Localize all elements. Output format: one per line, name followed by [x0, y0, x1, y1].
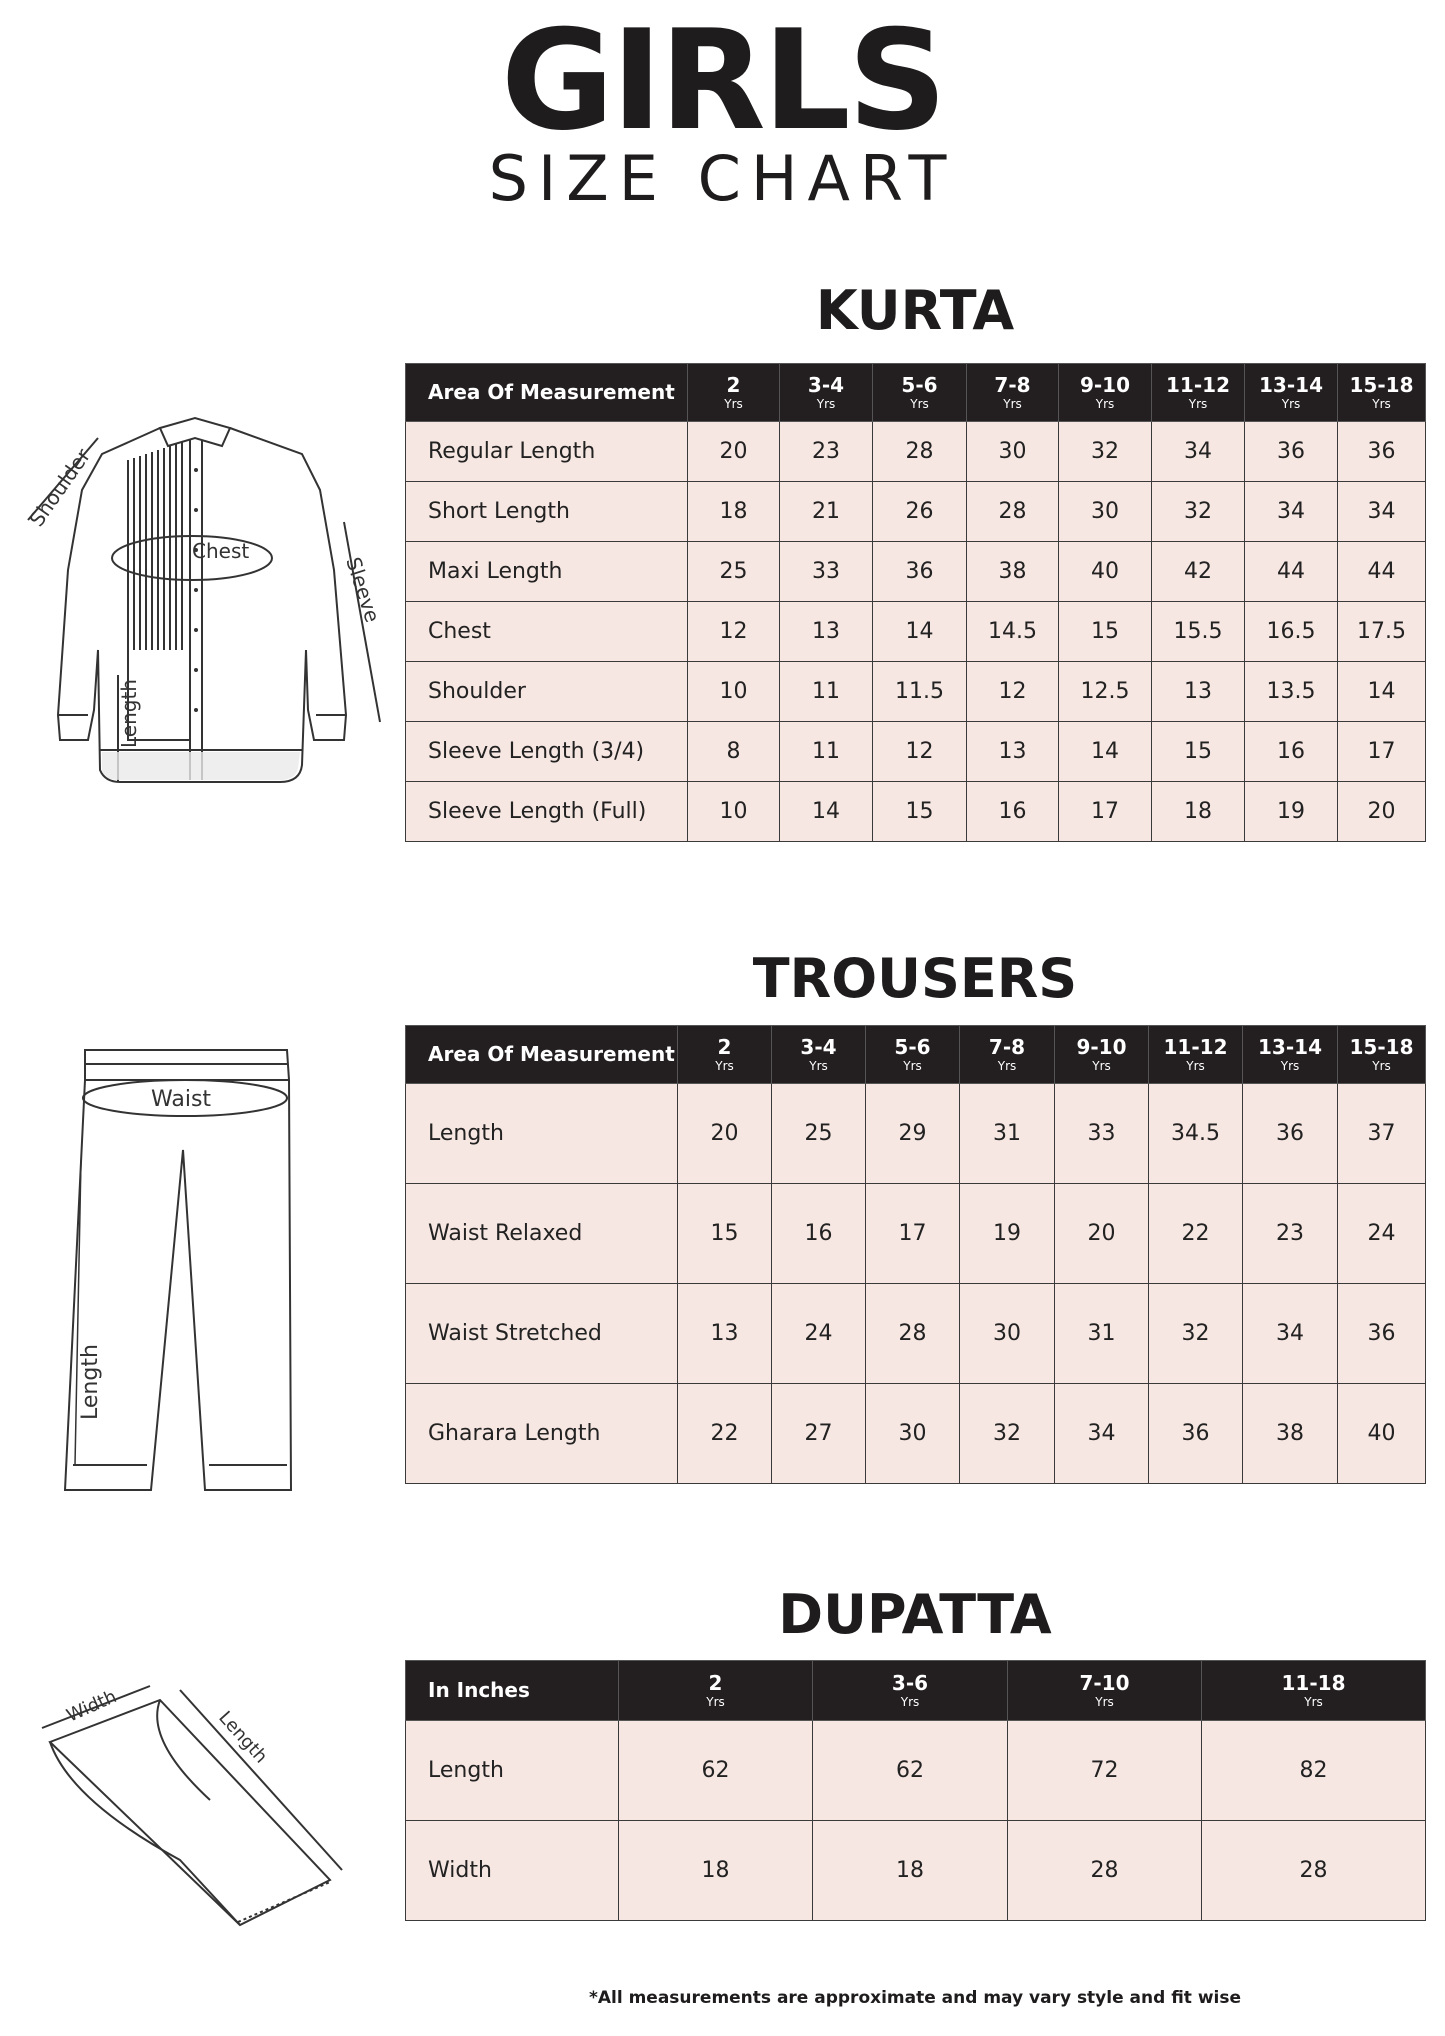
dupatta-title: DUPATTA: [778, 1583, 1052, 1646]
table-cell: 62: [813, 1721, 1008, 1821]
kurta-size-col: 3-4 Yrs: [780, 364, 873, 422]
table-cell: 30: [1059, 482, 1152, 542]
kurta-size-col: 13-14 Yrs: [1245, 364, 1338, 422]
table-cell: 30: [960, 1284, 1055, 1384]
table-row: [406, 1384, 1426, 1484]
dupatta-size-col: 2 Yrs: [619, 1661, 813, 1721]
trousers-size-col: 9-10 Yrs: [1055, 1026, 1149, 1084]
table-cell: 28: [1202, 1821, 1426, 1921]
table-cell: 32: [1152, 482, 1245, 542]
trousers-size-col: 7-8 Yrs: [960, 1026, 1055, 1084]
kurta-size-col: 11-12 Yrs: [1152, 364, 1245, 422]
table-cell: 18: [688, 482, 780, 542]
trousers-size-col: 11-12 Yrs: [1149, 1026, 1243, 1084]
trousers-table: [405, 1025, 1426, 1484]
table-cell: 18: [813, 1821, 1008, 1921]
table-row: [406, 722, 1426, 782]
table-row: [406, 482, 1426, 542]
table-cell: 13: [1152, 662, 1245, 722]
trousers-length-label: Length: [78, 1344, 103, 1420]
dupatta-size-col: 11-18 Yrs: [1202, 1661, 1426, 1721]
kurta-size-col: 7-8 Yrs: [967, 364, 1059, 422]
table-cell: 15: [873, 782, 967, 842]
table-cell: 16: [772, 1184, 866, 1284]
table-cell: 19: [1245, 782, 1338, 842]
table-cell: 36: [873, 542, 967, 602]
table-cell: 32: [1059, 422, 1152, 482]
trousers-size-col: 3-4 Yrs: [772, 1026, 866, 1084]
table-cell: 15: [678, 1184, 772, 1284]
row-label: Shoulder: [406, 662, 688, 722]
table-cell: 44: [1338, 542, 1426, 602]
table-cell: 12: [688, 602, 780, 662]
table-cell: 28: [866, 1284, 960, 1384]
row-label: Length: [406, 1721, 619, 1821]
table-cell: 13: [967, 722, 1059, 782]
table-cell: 12: [967, 662, 1059, 722]
table-cell: 33: [780, 542, 873, 602]
table-cell: 36: [1243, 1084, 1338, 1184]
table-cell: 72: [1008, 1721, 1202, 1821]
table-cell: 11: [780, 662, 873, 722]
table-cell: 15: [1152, 722, 1245, 782]
table-cell: 25: [688, 542, 780, 602]
table-cell: 44: [1245, 542, 1338, 602]
table-cell: 20: [688, 422, 780, 482]
table-cell: 32: [1149, 1284, 1243, 1384]
dupatta-illustration: [30, 1670, 360, 1940]
table-cell: 32: [960, 1384, 1055, 1484]
kurta-title: KURTA: [815, 279, 1015, 342]
table-row: [406, 662, 1426, 722]
row-label: Sleeve Length (3/4): [406, 722, 688, 782]
table-cell: 21: [780, 482, 873, 542]
table-row: [406, 602, 1426, 662]
table-row: [406, 422, 1426, 482]
row-label: Chest: [406, 602, 688, 662]
table-cell: 29: [866, 1084, 960, 1184]
table-cell: 13: [678, 1284, 772, 1384]
table-cell: 34.5: [1149, 1084, 1243, 1184]
kurta-length-label: Length: [117, 679, 141, 748]
table-cell: 42: [1152, 542, 1245, 602]
table-cell: 8: [688, 722, 780, 782]
trousers-head-label: Area Of Measurement: [406, 1026, 678, 1084]
table-cell: 22: [1149, 1184, 1243, 1284]
table-cell: 14: [1059, 722, 1152, 782]
kurta-size-col: 5-6 Yrs: [873, 364, 967, 422]
table-cell: 15: [1059, 602, 1152, 662]
row-label: Regular Length: [406, 422, 688, 482]
table-cell: 14.5: [967, 602, 1059, 662]
table-row: [406, 1721, 1426, 1821]
table-cell: 82: [1202, 1721, 1426, 1821]
table-cell: 22: [678, 1384, 772, 1484]
row-label: Gharara Length: [406, 1384, 678, 1484]
table-cell: 16.5: [1245, 602, 1338, 662]
table-cell: 34: [1152, 422, 1245, 482]
table-cell: 14: [873, 602, 967, 662]
table-cell: 37: [1338, 1084, 1426, 1184]
table-cell: 36: [1245, 422, 1338, 482]
table-cell: 24: [1338, 1184, 1426, 1284]
kurta-illustration: [10, 410, 395, 800]
trousers-size-col: 2 Yrs: [678, 1026, 772, 1084]
trousers-title: TROUSERS: [752, 947, 1078, 1010]
dupatta-length-label: Length: [214, 1707, 272, 1768]
table-cell: 20: [1055, 1184, 1149, 1284]
dupatta-size-col: 7-10 Yrs: [1008, 1661, 1202, 1721]
table-cell: 17: [1338, 722, 1426, 782]
table-cell: 34: [1338, 482, 1426, 542]
trousers-header-row: [406, 1026, 1426, 1084]
trousers-illustration: [55, 1040, 315, 1505]
kurta-header-row: [406, 364, 1426, 422]
table-cell: 26: [873, 482, 967, 542]
table-cell: 31: [960, 1084, 1055, 1184]
table-cell: 20: [1338, 782, 1426, 842]
dupatta-table: [405, 1660, 1426, 1921]
kurta-table: [405, 363, 1426, 842]
table-cell: 19: [960, 1184, 1055, 1284]
table-cell: 62: [619, 1721, 813, 1821]
table-cell: 13.5: [1245, 662, 1338, 722]
table-cell: 10: [688, 782, 780, 842]
table-row: [406, 1084, 1426, 1184]
table-cell: 16: [1245, 722, 1338, 782]
table-cell: 40: [1338, 1384, 1426, 1484]
kurta-chest-label: Chest: [192, 539, 250, 563]
table-cell: 30: [866, 1384, 960, 1484]
table-cell: 12.5: [1059, 662, 1152, 722]
table-cell: 10: [688, 662, 780, 722]
table-cell: 36: [1338, 422, 1426, 482]
table-cell: 34: [1243, 1284, 1338, 1384]
table-row: [406, 782, 1426, 842]
dupatta-header-row: [406, 1661, 1426, 1721]
page-title: GIRLS: [500, 0, 945, 161]
table-cell: 27: [772, 1384, 866, 1484]
table-cell: 38: [967, 542, 1059, 602]
dupatta-width-label: Width: [63, 1686, 120, 1727]
table-cell: 14: [780, 782, 873, 842]
kurta-shoulder-label: Shoulder: [24, 444, 96, 531]
table-cell: 40: [1059, 542, 1152, 602]
table-cell: 17.5: [1338, 602, 1426, 662]
row-label: Maxi Length: [406, 542, 688, 602]
table-cell: 28: [873, 422, 967, 482]
table-cell: 31: [1055, 1284, 1149, 1384]
table-cell: 16: [967, 782, 1059, 842]
table-cell: 36: [1149, 1384, 1243, 1484]
table-row: [406, 1821, 1426, 1921]
table-cell: 15.5: [1152, 602, 1245, 662]
table-row: [406, 1184, 1426, 1284]
table-cell: 28: [1008, 1821, 1202, 1921]
table-row: [406, 1284, 1426, 1384]
table-cell: 18: [1152, 782, 1245, 842]
row-label: Waist Stretched: [406, 1284, 678, 1384]
table-cell: 23: [780, 422, 873, 482]
dupatta-head-label: In Inches: [406, 1661, 619, 1721]
trousers-size-col: 13-14 Yrs: [1243, 1026, 1338, 1084]
kurta-size-col: 9-10 Yrs: [1059, 364, 1152, 422]
trousers-waist-label: Waist: [151, 1087, 212, 1112]
row-label: Short Length: [406, 482, 688, 542]
page-subtitle: SIZE CHART: [488, 142, 957, 215]
kurta-sleeve-label: Sleeve: [341, 554, 385, 626]
table-row: [406, 542, 1426, 602]
row-label: Width: [406, 1821, 619, 1921]
table-cell: 30: [967, 422, 1059, 482]
kurta-head-label: Area Of Measurement: [406, 364, 688, 422]
table-cell: 11.5: [873, 662, 967, 722]
table-cell: 28: [967, 482, 1059, 542]
row-label: Length: [406, 1084, 678, 1184]
table-cell: 38: [1243, 1384, 1338, 1484]
trousers-size-col: 15-18 Yrs: [1338, 1026, 1426, 1084]
table-cell: 34: [1055, 1384, 1149, 1484]
dupatta-size-col: 3-6 Yrs: [813, 1661, 1008, 1721]
table-cell: 11: [780, 722, 873, 782]
table-cell: 20: [678, 1084, 772, 1184]
table-cell: 23: [1243, 1184, 1338, 1284]
table-cell: 36: [1338, 1284, 1426, 1384]
row-label: Waist Relaxed: [406, 1184, 678, 1284]
table-cell: 25: [772, 1084, 866, 1184]
table-cell: 17: [1059, 782, 1152, 842]
table-cell: 18: [619, 1821, 813, 1921]
trousers-size-col: 5-6 Yrs: [866, 1026, 960, 1084]
kurta-size-col: 2 Yrs: [688, 364, 780, 422]
table-cell: 24: [772, 1284, 866, 1384]
footnote: *All measurements are approximate and may vary style and fit wise: [588, 1988, 1242, 2008]
row-label: Sleeve Length (Full): [406, 782, 688, 842]
table-cell: 17: [866, 1184, 960, 1284]
kurta-size-col: 15-18 Yrs: [1338, 364, 1426, 422]
table-cell: 33: [1055, 1084, 1149, 1184]
table-cell: 34: [1245, 482, 1338, 542]
table-cell: 14: [1338, 662, 1426, 722]
table-cell: 12: [873, 722, 967, 782]
table-cell: 13: [780, 602, 873, 662]
